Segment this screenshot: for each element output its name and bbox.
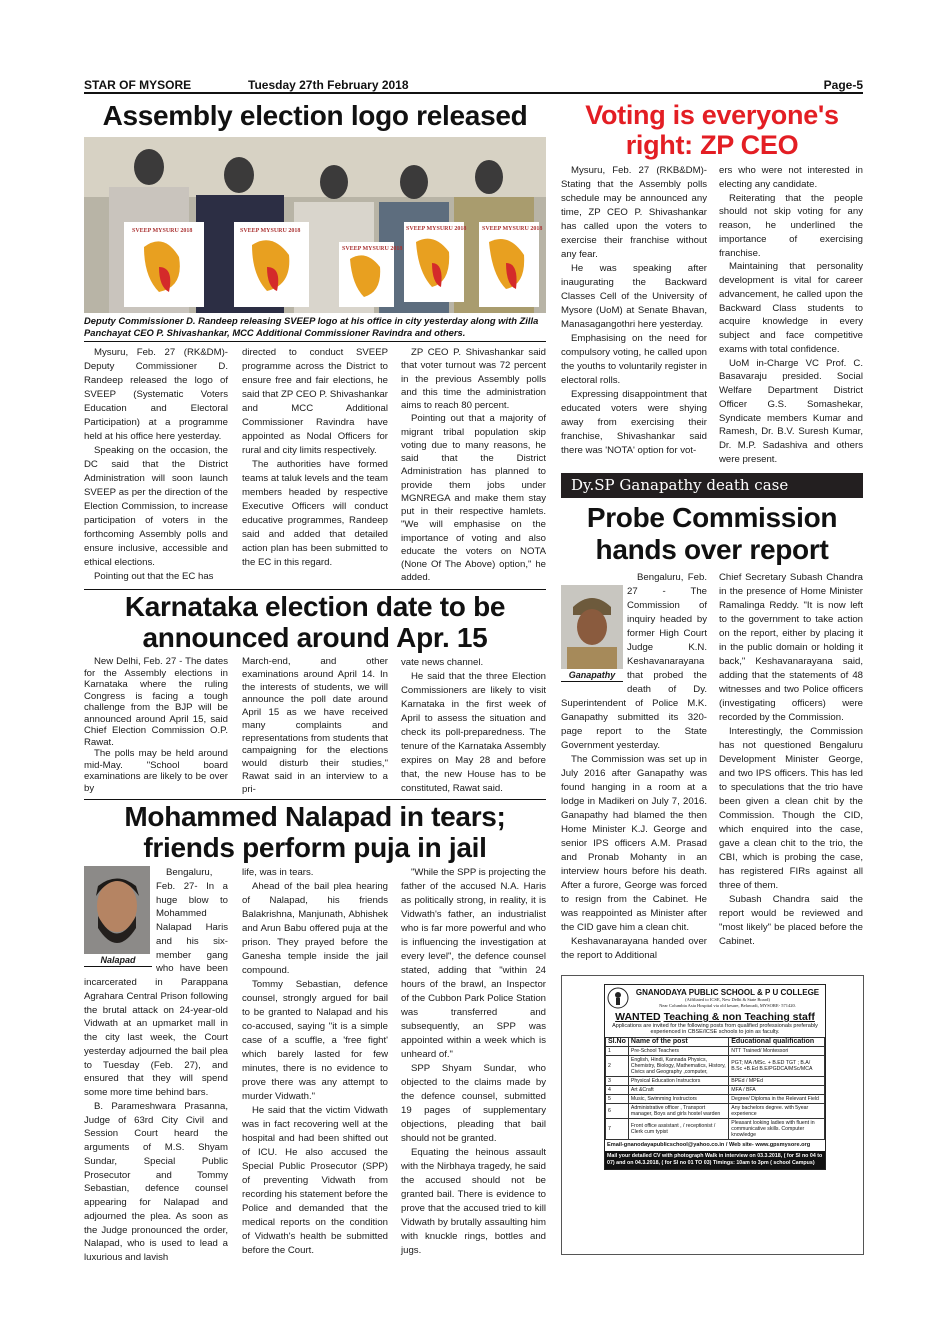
table-cell: 3 bbox=[606, 1077, 629, 1086]
divider bbox=[84, 341, 546, 342]
poster-label: SVEEP MYSURU 2018 bbox=[240, 228, 301, 234]
article3-col3 bbox=[401, 866, 546, 1258]
headline-line bbox=[84, 591, 546, 622]
headline-text: Probe Commission bbox=[586, 502, 838, 533]
affiliation: (Affiliated to ICSE, New Delhi & State Board) bbox=[685, 996, 770, 1002]
table-cell: Degree/ Diploma in the Relevant Field bbox=[729, 1095, 825, 1104]
poster-label: SVEEP MYSURU 2018 bbox=[406, 226, 467, 232]
paragraph: Reiterating that the people should not skip voting for any reason, he underlined the importance of exercising franchise. bbox=[719, 192, 863, 259]
sveep-logo-photo bbox=[84, 137, 546, 313]
address: Near Columbia Asia Hospital via old kesare, Belawadi, MYSORE- 571420. bbox=[659, 1002, 796, 1008]
table-cell: Sl.No bbox=[606, 1038, 629, 1047]
paragraph: He said that the victim Vidwath was in fact recovering well at the hospital and had been shifted out of ICU. He also accused the Special Public Prosecutor (SPP) of preventing Vidwath from recording his statement before the Police and demanded that the medical reports on the condition of Vidwath's health be submitted before the Court. bbox=[242, 1105, 388, 1256]
paragraph: Subash Chandra said the report would be reviewed and "most likely" be placed before the Cabinet. bbox=[719, 894, 863, 947]
paragraph: He was speaking after inaugurating the Backward Classes Cell of the University of Mysore (UoM) at Senate Bhavan, Manasagangothri here yesterday. bbox=[561, 263, 707, 330]
poster-label: SVEEP MYSURU 2018 bbox=[482, 226, 543, 232]
headline-text: Karnataka election date to be bbox=[124, 591, 506, 622]
ad-intro: Applications are invited for the following posts from qualified professionals preferably experienced in CBSE/ICSE schools to join as faculty. bbox=[612, 1023, 818, 1035]
ganapathy-photo-box bbox=[561, 585, 623, 682]
posts-table bbox=[605, 1037, 825, 1140]
paragraph: Pointing out that a majority of migrant tribal population skip voting due to many reasons, he said that the District Administration has planned to provide them jobs under MGNREGA and make them stay put in their respective hamlets. "We will emphasise on the importance of voting and also educate the voters on NOTA (None Of The Above) option," he added. bbox=[401, 413, 546, 584]
paragraph: Bengaluru, Feb. 27- In a huge blow to Mohammed Nalapad Haris and his six-member gang who have been incarcerated in Parappana Agrahara Central Prison following the brutal attack on 24-year-old Vidwath at an upmarket mall in the city last week, the Court yesterday adjourned the bail plea to Tuesday (Feb. 27), and ensured that they will spend some more time behind bars. bbox=[84, 867, 228, 1098]
table-cell: Art &Craft bbox=[628, 1086, 728, 1095]
headline-text: Assembly election logo released bbox=[102, 100, 528, 131]
headline-logo-released bbox=[84, 100, 546, 134]
ad-header bbox=[605, 985, 825, 1011]
headline-nalapad bbox=[84, 801, 546, 863]
headline-line bbox=[84, 622, 546, 653]
headline-line bbox=[561, 130, 863, 160]
headline-line bbox=[84, 832, 546, 863]
nalapad-caption: Nalapad bbox=[84, 954, 152, 967]
divider bbox=[84, 589, 546, 590]
table-cell: NTT Trained/ Montessori bbox=[729, 1047, 825, 1056]
paper-name: STAR OF MYSORE bbox=[84, 78, 192, 92]
headline-line bbox=[561, 100, 863, 130]
ganapathy-photo bbox=[561, 585, 623, 669]
article2-col2 bbox=[242, 656, 388, 796]
paragraph: The Commission was set up in July 2016 after Ganapathy was found hanging in a room at a lodge in Madikeri on July 7, 2016. Ganapathy had blamed the then Home Minister K.J. George and senior IPS officers A.M. Prasad and Pronab Mohanty in an interview hours before his death. After a furore, George was forced to resign from the Cabinet. He was reappointed as Minister after the CID gave him a clean chit. bbox=[561, 754, 707, 933]
paragraph: Pointing out that the EC has bbox=[94, 571, 214, 582]
nalapad-photo bbox=[84, 866, 150, 954]
paragraph: vate news channel. bbox=[401, 657, 484, 668]
table-cell: 7 bbox=[606, 1119, 629, 1140]
article1-col3 bbox=[401, 346, 546, 585]
table-cell: Physical Education Instructors bbox=[628, 1077, 728, 1086]
school-emblem-icon bbox=[607, 987, 629, 1009]
table-cell: Front office assistant , / receptionist / Clerk cum typist bbox=[628, 1119, 728, 1140]
paragraph: Mysuru, Feb. 27 (RK&DM)- Deputy Commissioner D. Randeep released the logo of SVEEP (Systematic Voters Education and Electoral Participation) at a programme held at his office here yesterday. bbox=[84, 347, 228, 442]
headline-text: hands over report bbox=[595, 534, 829, 565]
paragraph: Maintaining that personality development is vital for career advancement, he called upon the Backward Class students to acquire knowledge in every subject and face competitive exams with total confidence. bbox=[719, 261, 863, 355]
paragraph: "While the SPP is projecting the father of the accused N.A. Haris as politically strong, in reality, it is Vidwath's father, an industrialist who is far more powerful and who is influencing the investigation at every level", the defence counsel stated, adding that "within 24 hours of the brawl, an Inspector of the Cubbon Park Police Station was transferred and subsequently, an SPP was appointed within a week which is unheard of." bbox=[401, 867, 546, 1060]
headline-text: friends perform puja in jail bbox=[143, 832, 487, 863]
headline-probe bbox=[561, 502, 863, 566]
table-cell: 1 bbox=[606, 1047, 629, 1056]
school-job-advertisement bbox=[561, 975, 864, 1255]
table-cell: 5 bbox=[606, 1095, 629, 1104]
wanted-heading bbox=[605, 1011, 825, 1023]
headline-text: right: ZP CEO bbox=[625, 130, 799, 160]
headline-line bbox=[84, 801, 546, 832]
article5-col2 bbox=[719, 571, 863, 949]
headline-line bbox=[561, 534, 863, 566]
poster-label: SVEEP MYSURU 2018 bbox=[342, 246, 403, 252]
ad-contact: Email-gnanodayapublicschool@yahoo.co.in / Web site- www.gpsmysore.org bbox=[607, 1142, 811, 1148]
table-cell: BPEd / MPEd bbox=[729, 1077, 825, 1086]
school-name: GNANODAYA PUBLIC SCHOOL & P U COLLEGE bbox=[635, 987, 820, 997]
table-cell: 6 bbox=[606, 1104, 629, 1119]
paragraph: The authorities have formed teams at taluk levels and the team members headed by respective Executive Officers will conduct educative programmes, Randeep said and added that detailed action plan has been submitted to the EC in this regard. bbox=[242, 459, 388, 568]
headline-text: announced around Apr. 15 bbox=[142, 622, 488, 653]
kicker-banner: Dy.SP Ganapathy death case bbox=[561, 473, 863, 498]
article4-col1 bbox=[561, 164, 707, 458]
paragraph: UoM in-Charge VC Prof. C. Basavaraju presided. Social Welfare Department District Officer G.S. Somashekar, Syndicate members Kumar and Ramesh, Dr. B.V. Suresh Kumar, Dr. M.P. Sadashiva and others were present. bbox=[719, 357, 863, 465]
divider bbox=[84, 799, 546, 800]
paragraph: Keshavanarayana handed over the report to Additional bbox=[561, 936, 707, 961]
ad-footer: Mail your detailed CV with photograph Walk in interview on 03.3.2018, ( for Sl no 04 to 07) and on 04.3.2018, ( for Sl no 01 TO 03) Timings: 10am to 3pm ( school Campus) bbox=[605, 1151, 825, 1169]
issue-date: Tuesday 27th February 2018 bbox=[248, 78, 409, 92]
paragraph: Tommy Sebastian, defence counsel, strongly argued for bail to be granted to Nalapad and his co-accused, saying "it is a simple case of a scuffle, a 'free fight' which barely lasted for few minutes, there is no evidence to prove there was any attempt to murder Vidwath." bbox=[242, 979, 388, 1102]
nalapad-photo-box bbox=[84, 866, 152, 967]
wanted-title: Teaching & non Teaching staff bbox=[663, 1011, 815, 1023]
poster-label: SVEEP MYSURU 2018 bbox=[132, 228, 193, 234]
headline-line bbox=[84, 100, 546, 131]
headline-text: Voting is everyone's bbox=[585, 100, 839, 130]
article3-col1 bbox=[84, 866, 228, 1265]
headline-text: Mohammed Nalapad in tears; bbox=[124, 801, 506, 832]
table-cell: Music, Swimming Instructors bbox=[628, 1095, 728, 1104]
headline-voting bbox=[561, 100, 863, 160]
paragraph: ZP CEO P. Shivashankar said that voter turnout was 72 percent in the previous Assembly polls and this time the administration aims to reach 80 percent. bbox=[401, 347, 546, 411]
table-cell: MFA / BFA bbox=[729, 1086, 825, 1095]
table-cell: Pleasant looking ladies with fluent in communicative skills. Computer knowledge bbox=[729, 1119, 825, 1140]
wanted-label: WANTED bbox=[615, 1011, 661, 1023]
article1-col2 bbox=[242, 346, 388, 570]
paragraph: The polls may be held around mid-May. "School board examinations are likely to be over by bbox=[84, 748, 228, 794]
ad-content bbox=[604, 984, 826, 1170]
article2-col1 bbox=[84, 656, 228, 794]
paragraph: He said that the three Election Commissioners are likely to visit Karnataka in the first week of April to assess the situation and check its poll-preparedness. The tenure of the Karnataka Assembly expires on May 28 and before that, the new House has to be constituted, Rawat said. bbox=[401, 671, 546, 794]
table-cell: 4 bbox=[606, 1086, 629, 1095]
photo-caption: Deputy Commissioner D. Randeep releasing SVEEP logo at his office in city yesterday along with Zilla Panchayat CEO P. Shivashankar, MCC Additional Commissioner Ravindra and others. bbox=[84, 315, 539, 338]
headline-line bbox=[561, 502, 863, 534]
paragraph: Equating the heinous assault with the Nirbhaya tragedy, he said the accused should not be granted bail. There is evidence to prove that the accused tried to kill Vidwath by brutally assaulting him with knuckle rings, bottles and jugs. bbox=[401, 1147, 546, 1256]
paragraph: Interestingly, the Commission has not questioned Bengaluru Development Minister George, and two IPS officers. This has led to speculations that the trio have been given a clean chit by the Commission. Though the CID, which enquired into the case, gave a clean chit to the trio, the CBI, which is probing the case, has registered FIRs against all three of them. bbox=[719, 726, 863, 891]
table-cell: Name of the post bbox=[628, 1038, 728, 1047]
paragraph: March-end, and other examinations around April 14. In the interests of students, we will announce the poll date around April 15 as we have received many complaints and representations from students that campaigning for the elections would disturb their studies," Rawat said in an interview to a pri- bbox=[242, 656, 388, 795]
table-cell: Pre-School Teachers bbox=[628, 1047, 728, 1056]
paragraph: Bengaluru, Feb. 27 - The Commission of inquiry headed by former High Court Judge K.N. Keshavanarayana that probed the death of Dy. Superintendent of Police M.K. Ganapathy submitted its 320-page report to the State Government yesterday. bbox=[561, 572, 707, 751]
paragraph: ers who were not interested in electing any candidate. bbox=[719, 165, 863, 190]
photo-illustration bbox=[84, 137, 546, 313]
table-cell: Administrative officer , Transport manager, Boys and girls hostel warden bbox=[628, 1104, 728, 1119]
paragraph: Emphasising on the need for compulsory voting, he called upon the youths to voluntarily register in electoral rolls. bbox=[561, 333, 707, 386]
article1-col1 bbox=[84, 346, 228, 584]
paragraph: SPP Shyam Sundar, who objected to the claims made by the defence counsel, submitted 19 pages of supplementary objections, pleading that bail should not be granted. bbox=[401, 1063, 546, 1144]
headline-election-date bbox=[84, 591, 546, 653]
paragraph: New Delhi, Feb. 27 - The dates for the Assembly elections in Karnataka where the ruling Congress is facing a tough challenge from the BJP will be announced around April 15, said Chief Election Commission O.P. Rawat. bbox=[84, 656, 228, 748]
page-number: Page-5 bbox=[823, 78, 863, 92]
table-cell: Any bachelors degree. with 5year experience bbox=[729, 1104, 825, 1119]
paragraph: Chief Secretary Subash Chandra in the presence of Home Minister Ramalinga Reddy. "It is now left to the government to take action on the report, either by placing it in the public domain or holding it back," Keshavanarayana said, adding that the statements of 48 witnesses and two Police officers (investigating officers) were recorded by the Commission. bbox=[719, 572, 863, 723]
table-cell: 2 bbox=[606, 1056, 629, 1077]
paragraph: Expressing disappointment that educated voters were shying away from exercising their franchise, Shivashankar said there was 'NOTA' option for vot- bbox=[561, 389, 707, 456]
article3-col2 bbox=[242, 866, 388, 1258]
paragraph: Mysuru, Feb. 27 (RKB&DM)- Stating that the Assembly polls schedule may be announced any time, ZP CEO P. Shivashankar has called upon the voters to exercise their franchise without any fear. bbox=[561, 165, 707, 260]
paragraph: Speaking on the occasion, the DC said that the District Administration will soon launch SVEEP as per the direction of the Election Commission, to increase participation of voters in the forthcoming Assembly polls and ensure inclusive, accessible and ethical elections. bbox=[84, 445, 228, 568]
table-cell: PGT; MA /MSc. + B.ED TGT ; B.A/ B.Sc +B.Ed B.E/PGDCA/MSc/MCA bbox=[729, 1056, 825, 1077]
ganapathy-caption: Ganapathy bbox=[561, 669, 623, 682]
paragraph: B. Parameshwara Prasanna, Judge of 63rd City Civil and Session Court heard the arguments of M.S. Shyam Sundar, Special Public Prosecutor and Tommy Sebastian, defence counsel appearing for Nalapad and adjourned the plea. As soon as the Judge pronounced the order, Nalapad, who is used to lead a luxurious and lavish bbox=[84, 1100, 228, 1263]
paragraph: life, was in tears. bbox=[242, 867, 314, 878]
masthead-rule bbox=[84, 92, 863, 94]
paragraph: directed to conduct SVEEP programme across the District to ensure free and fair elections, he said that ZP CEO P. Shivashankar and MCC Additional Commissioner Ravindra have appointed as Nodal Officers for rural and city limits respectively. bbox=[242, 347, 388, 456]
table-cell: Educational qualification bbox=[729, 1038, 825, 1047]
article4-col2 bbox=[719, 164, 863, 467]
table-cell: English, Hindi, Kannada Physics, Chemistry, Biology, Mathematics, History, Civics and Geography ,computer, bbox=[628, 1056, 728, 1077]
paragraph: Ahead of the bail plea hearing of Nalapad, his friends Balakrishna, Manjunath, Abhishek and Arun Babu offered puja at the prison. They prayed before the Ganesha temple inside the jail compound. bbox=[242, 881, 388, 976]
article5-col1 bbox=[561, 571, 707, 963]
article2-col3 bbox=[401, 656, 546, 796]
